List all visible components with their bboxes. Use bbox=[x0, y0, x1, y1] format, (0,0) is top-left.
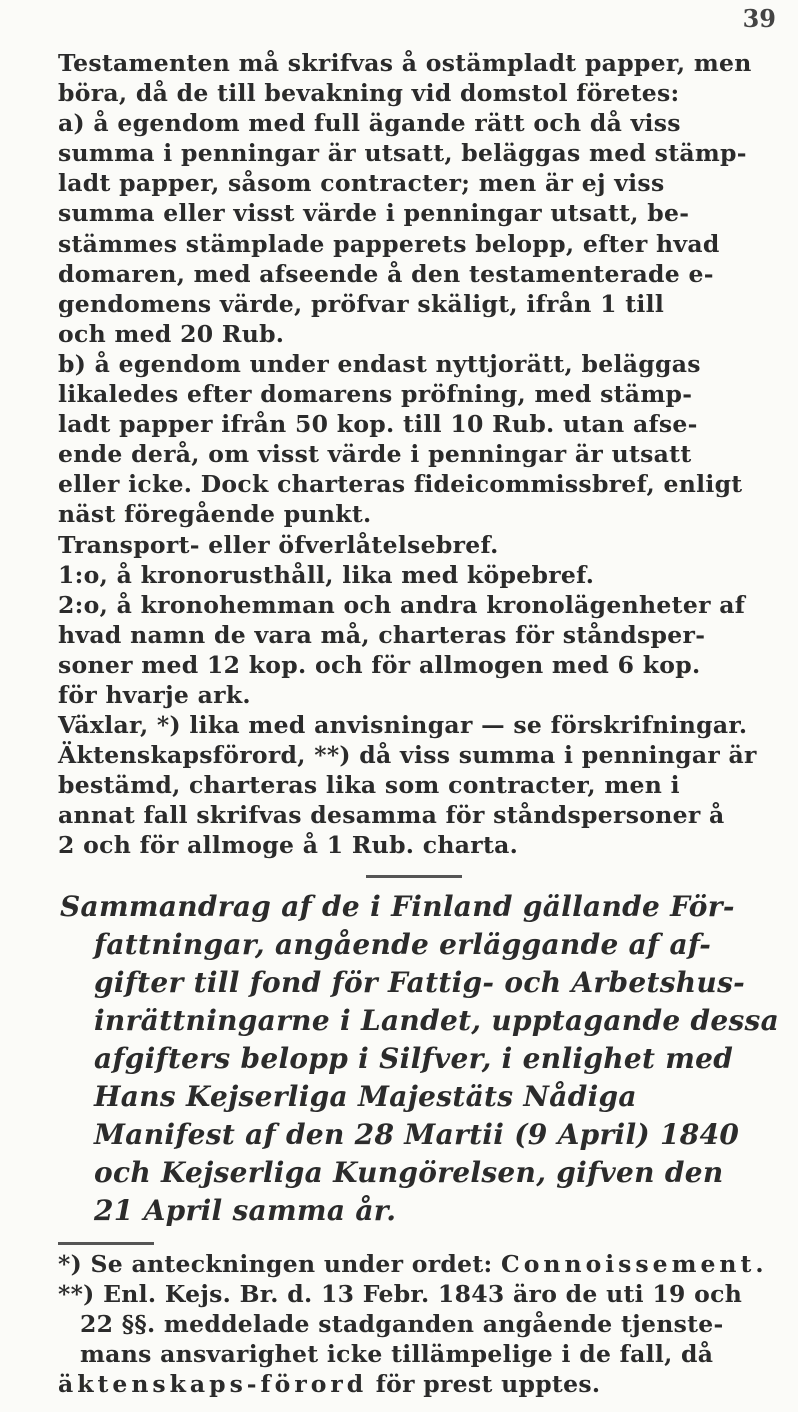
text-line: hvad namn de vara må, charteras för ståndsper- bbox=[58, 620, 706, 649]
heading-line: fattningar, angående erläggande af af- bbox=[94, 927, 712, 961]
footnote-1 bbox=[58, 1249, 770, 1279]
footnote-line: mans ansvarighet icke tillämpelige i de fall, då bbox=[80, 1340, 714, 1369]
text-line: bestämd, charteras lika som contracter, men i bbox=[58, 771, 680, 800]
footnote-divider bbox=[58, 1242, 154, 1245]
heading-line: Manifest af den 28 Martii (9 April) 1840 bbox=[94, 1117, 740, 1151]
footnote-2-last-line bbox=[58, 1369, 770, 1399]
text-line: ladt papper ifrån 50 kop. till 10 Rub. utan afse- bbox=[58, 410, 698, 439]
heading-line: Hans Kejserliga Majestäts Nådiga bbox=[94, 1079, 637, 1113]
footnote-2-tail: för prest upptes. bbox=[367, 1370, 601, 1399]
text-line: Testamenten må skrifvas å ostämpladt papper, men bbox=[58, 49, 752, 77]
text-line: soner med 12 kop. och för allmogen med 6 kop. bbox=[58, 650, 701, 679]
footnote-1-term: Connoissement. bbox=[501, 1249, 768, 1278]
text-line: Transport- eller öfverlåtelsebref. bbox=[58, 530, 499, 559]
text-line: summa i penningar är utsatt, beläggas med stämp- bbox=[58, 139, 747, 168]
text-line: stämmes stämplade papperets belopp, efter hvad bbox=[58, 229, 720, 258]
text-line: och med 20 Rub. bbox=[58, 319, 285, 348]
footnotes bbox=[58, 1249, 770, 1400]
heading-line: 21 April samma år. bbox=[94, 1193, 397, 1227]
section-divider bbox=[366, 875, 462, 878]
paragraph-block bbox=[58, 48, 770, 861]
text-line: Äktenskapsförord, **) då viss summa i penningar är bbox=[58, 741, 757, 770]
text-line: likaledes efter domarens pröfning, med stämp- bbox=[58, 380, 693, 409]
heading-line: afgifters belopp i Silfver, i enlighet med bbox=[94, 1041, 734, 1075]
footnote-1-text: *) Se anteckningen under ordet: bbox=[58, 1249, 502, 1278]
text-line: eller icke. Dock charteras fideicommissbref, enligt bbox=[58, 470, 743, 499]
text-line: a) å egendom med full ägande rätt och då viss bbox=[58, 109, 681, 138]
text-line: domaren, med afseende å den testamenterade e- bbox=[58, 259, 714, 288]
text-line: böra, då de till bevakning vid domstol företes: bbox=[58, 79, 680, 108]
heading-line: Sammandrag af de i Finland gällande För- bbox=[60, 889, 735, 923]
text-line: b) å egendom under endast nyttjorätt, beläggas bbox=[58, 349, 701, 378]
footnote-2-term: äktenskaps-förord bbox=[58, 1370, 368, 1399]
main-text bbox=[58, 48, 780, 1400]
page-number: 39 bbox=[742, 4, 776, 33]
text-line: för hvarje ark. bbox=[58, 680, 251, 709]
footnote-line: 22 §§. meddelade stadganden angående tjenste- bbox=[80, 1309, 724, 1338]
section-heading bbox=[60, 888, 780, 1230]
text-line: Växlar, *) lika med anvisningar — se förskrifningar. bbox=[58, 711, 748, 740]
heading-line: gifter till fond för Fattig- och Arbetshus- bbox=[94, 965, 746, 999]
text-line: 1:o, å kronorusthåll, lika med köpebref. bbox=[58, 560, 595, 589]
text-line: annat fall skrifvas desamma för ståndspersoner å bbox=[58, 801, 725, 830]
footnote-2 bbox=[58, 1279, 770, 1370]
heading-line: inrättningarne i Landet, upptagande dessa bbox=[94, 1003, 780, 1037]
text-line: 2:o, å kronohemman och andra kronolägenheter af bbox=[58, 590, 746, 619]
text-line: ladt papper, såsom contracter; men är ej viss bbox=[58, 169, 665, 198]
text-line: summa eller visst värde i penningar utsatt, be- bbox=[58, 199, 690, 228]
footnote-line: **) Enl. Kejs. Br. d. 13 Febr. 1843 äro de uti 19 och bbox=[58, 1279, 743, 1308]
text-line: näst föregående punkt. bbox=[58, 500, 372, 529]
heading-line: och Kejserliga Kungörelsen, gifven den bbox=[94, 1155, 724, 1189]
text-line: gendomens värde, pröfvar skäligt, ifrån 1 till bbox=[58, 289, 665, 318]
text-line: 2 och för allmoge å 1 Rub. charta. bbox=[58, 831, 519, 860]
text-line: ende derå, om visst värde i penningar är utsatt bbox=[58, 440, 692, 469]
